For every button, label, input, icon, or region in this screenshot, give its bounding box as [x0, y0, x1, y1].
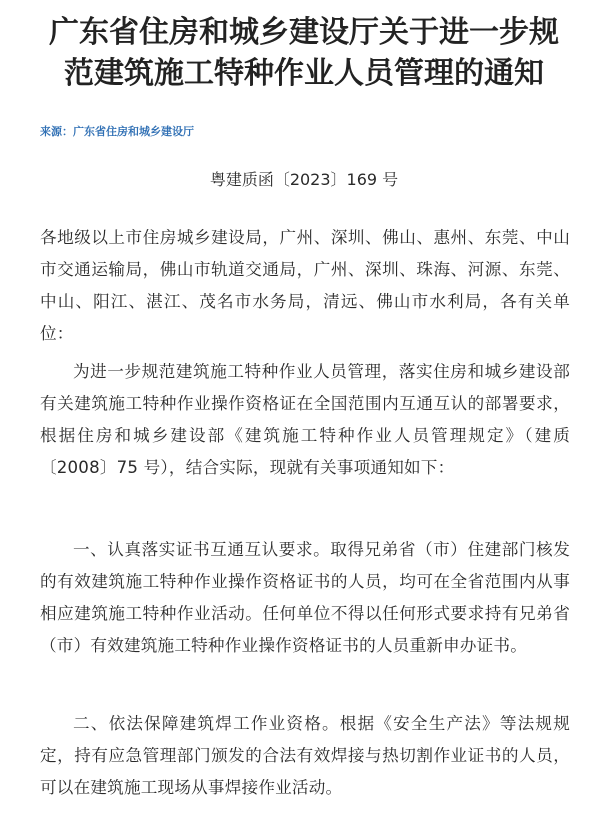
page-title	[0, 12, 608, 94]
item-2-paragraph: 二、依法保障建筑焊工作业资格。根据《安全生产法》等法规规定，持有应急管理部门颁发的合法有效焊接与热切割作业证书的人员，可以在建筑施工现场从事焊接作业活动。	[40, 714, 570, 797]
title-line-1: 广东省住房和城乡建设厅关于进一步规	[49, 15, 559, 50]
intro-paragraph: 为进一步规范建筑施工特种作业人员管理，落实住房和城乡建设部有关建筑施工特种作业操作资格证在全国范围内互通互认的部署要求，根据住房和城乡建设部《建筑施工特种作业人员管理规定》（建质〔2008〕75 号），结合实际，现就有关事项通知如下：	[40, 362, 570, 477]
source-link[interactable]: 来源：广东省住房和城乡建设厅	[40, 125, 194, 138]
item-1-paragraph: 一、认真落实证书互通互认要求。取得兄弟省（市）住建部门核发的有效建筑施工特种作业操作资格证书的人员，均可在全省范围内从事相应建筑施工特种作业活动。任何单位不得以任何形式要求持有兄弟省（市）有效建筑施工特种作业操作资格证书的人员重新申办证书。	[40, 540, 570, 655]
document-number: 粤建质函〔2023〕169 号	[209, 170, 399, 189]
title-line-2: 范建筑施工特种作业人员管理的通知	[64, 56, 544, 91]
addressees-paragraph: 各地级以上市住房城乡建设局，广州、深圳、佛山、惠州、东莞、中山市交通运输局，佛山市轨道交通局，广州、深圳、珠海、河源、东莞、中山、阳江、湛江、茂名市水务局，清远、佛山市水利局，各有关单位：	[40, 228, 570, 343]
